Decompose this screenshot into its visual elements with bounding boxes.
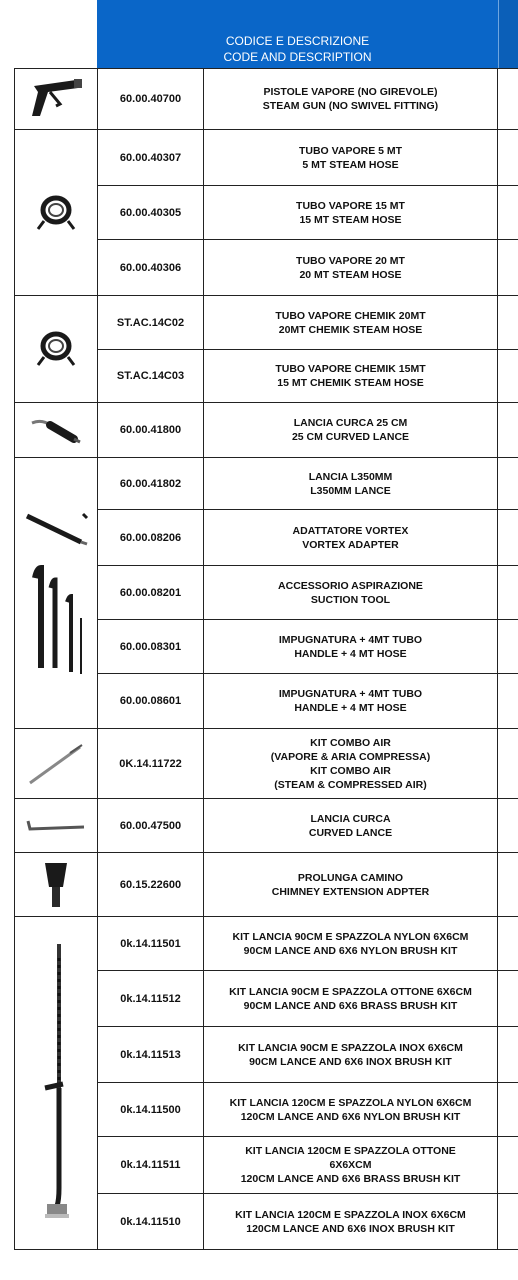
air-lance-icon (15, 741, 97, 787)
product-description (204, 69, 498, 130)
product-image-cell (15, 458, 98, 729)
bent-lance-icon (15, 813, 97, 839)
product-description (204, 729, 498, 799)
description-line: IMPUGNATURA + 4MT TUBO (278, 633, 423, 646)
table-row (15, 403, 518, 458)
description-line: (STEAM & COMPRESSED AIR) (274, 778, 427, 791)
product-description (204, 971, 498, 1027)
product-code: ST.AC.14C02 (98, 296, 204, 350)
extra-column-cell (498, 1194, 518, 1250)
product-description (204, 917, 498, 971)
table-row (15, 799, 518, 853)
product-description (204, 853, 498, 917)
description-line: 120CM LANCE AND 6X6 BRASS BRUSH KIT (240, 1173, 461, 1185)
description-line: 20MT CHEMIK STEAM HOSE (278, 323, 423, 336)
product-code: 0k.14.11510 (98, 1194, 204, 1250)
description-line: KIT LANCIA 90CM E SPAZZOLA NYLON 6X6CM (232, 930, 469, 943)
product-image-cell (15, 729, 98, 799)
product-code: ST.AC.14C03 (98, 350, 204, 403)
product-image-cell (15, 403, 98, 458)
description-line: PISTOLE VAPORE (NO GIREVOLE) (263, 86, 438, 98)
product-code: 60.00.08201 (98, 566, 204, 620)
curved-lance-icon (15, 415, 97, 445)
product-code: 0k.14.11500 (98, 1083, 204, 1137)
description-line: KIT LANCIA 120CM E SPAZZOLA OTTONE (245, 1145, 456, 1157)
extra-column-cell (498, 853, 518, 917)
extra-column-cell (498, 674, 518, 729)
description-line: 90CM LANCE AND 6X6 NYLON BRUSH KIT (243, 944, 458, 957)
extra-column-cell (498, 1137, 518, 1194)
description-line: L350MM LANCE (310, 484, 391, 497)
product-code: 60.00.40700 (98, 69, 204, 130)
description-line: 25 CM CURVED LANCE (291, 431, 410, 443)
description-line: 90CM LANCE AND 6X6 BRASS BRUSH KIT (243, 999, 458, 1012)
description-line: 15 MT STEAM HOSE (299, 213, 402, 226)
steam-gun-icon (15, 76, 97, 122)
lance-set-icon (15, 508, 97, 678)
product-description (204, 1194, 498, 1250)
extra-column-cell (498, 403, 518, 458)
product-code: 60.00.08206 (98, 510, 204, 566)
description-line: LANCIA CURCA (310, 812, 391, 825)
product-image-cell (15, 130, 98, 296)
product-code: 60.00.08601 (98, 674, 204, 729)
extra-column-cell (498, 971, 518, 1027)
description-line: SUCTION TOOL (310, 593, 391, 606)
product-code: 60.00.08301 (98, 620, 204, 674)
extra-column-cell (498, 69, 518, 130)
product-description (204, 1027, 498, 1083)
description-line: TUBO VAPORE 20 MT (296, 254, 405, 267)
extra-column-cell (498, 240, 518, 296)
description-line: 15 MT CHEMIK STEAM HOSE (277, 377, 424, 389)
product-image-cell (15, 917, 98, 1250)
description-line: ADATTATORE VORTEX (292, 524, 409, 537)
description-line: LANCIA L350MM (308, 470, 393, 483)
description-line: HANDLE + 4 MT HOSE (294, 702, 407, 714)
product-code: 60.00.40306 (98, 240, 204, 296)
product-description (204, 620, 498, 674)
product-code: 0K.14.11722 (98, 729, 204, 799)
product-description (204, 186, 498, 240)
extra-column-cell (498, 350, 518, 403)
table-row (15, 69, 518, 130)
description-line: KIT LANCIA 90CM E SPAZZOLA INOX 6X6CM (238, 1041, 463, 1054)
description-line: 120CM LANCE AND 6X6 NYLON BRUSH KIT (240, 1110, 461, 1123)
product-code: 60.00.47500 (98, 799, 204, 853)
description-line: KIT LANCIA 90CM E SPAZZOLA OTTONE 6X6CM (229, 985, 472, 998)
description-line: KIT COMBO AIR (310, 736, 391, 749)
product-description (204, 240, 498, 296)
product-image-cell (15, 853, 98, 917)
description-line: KIT COMBO AIR (310, 764, 391, 777)
product-image-cell (15, 799, 98, 853)
table-row (15, 729, 518, 799)
product-code: 60.00.41800 (98, 403, 204, 458)
description-line: TUBO VAPORE 15 MT (296, 199, 405, 212)
description-line: STEAM GUN (NO SWIVEL FITTING) (262, 100, 439, 112)
product-code: 0k.14.11513 (98, 1027, 204, 1083)
product-code: 0k.14.11512 (98, 971, 204, 1027)
description-line: IMPUGNATURA + 4MT TUBO (278, 688, 423, 700)
description-line: VORTEX ADAPTER (302, 538, 399, 551)
brush-lance-icon (15, 938, 97, 1228)
extra-column-cell (498, 186, 518, 240)
product-description (204, 296, 498, 350)
product-table (14, 68, 518, 1250)
product-code: 0k.14.11511 (98, 1137, 204, 1194)
extra-column-cell (498, 458, 518, 510)
product-code: 0k.14.11501 (98, 917, 204, 971)
chimney-adapter-icon (15, 861, 97, 909)
description-line: LANCIA CURCA 25 CM (293, 417, 408, 429)
description-line: 5 MT STEAM HOSE (302, 158, 399, 171)
header-band-edge (498, 0, 518, 68)
header-title-en: CODE AND DESCRIPTION (223, 50, 372, 64)
description-line: 90CM LANCE AND 6X6 INOX BRUSH KIT (249, 1055, 452, 1068)
product-description (204, 130, 498, 186)
extra-column-cell (498, 510, 518, 566)
extra-column-cell (498, 729, 518, 799)
table-row (15, 458, 518, 510)
product-description (204, 566, 498, 620)
header-title-it: CODICE E DESCRIZIONE (225, 34, 370, 48)
product-description (204, 1083, 498, 1137)
description-line: TUBO VAPORE 5 MT (298, 144, 403, 157)
product-description (204, 403, 498, 458)
description-line: HANDLE + 4 MT HOSE (294, 647, 407, 660)
product-description (204, 510, 498, 566)
product-code: 60.15.22600 (98, 853, 204, 917)
description-line: CHIMNEY EXTENSION ADPTER (271, 885, 430, 898)
extra-column-cell (498, 917, 518, 971)
extra-column-cell (498, 296, 518, 350)
product-description (204, 458, 498, 510)
description-line: KIT LANCIA 120CM E SPAZZOLA NYLON 6X6CM (229, 1096, 472, 1109)
extra-column-cell (498, 1083, 518, 1137)
description-line: TUBO VAPORE CHEMIK 15MT (275, 363, 426, 375)
product-description (204, 799, 498, 853)
description-line: (VAPORE & ARIA COMPRESSA) (270, 750, 431, 763)
description-line: 20 MT STEAM HOSE (299, 268, 402, 281)
description-line: TUBO VAPORE CHEMIK 20MT (275, 309, 426, 322)
table-row (15, 130, 518, 186)
description-line: CURVED LANCE (308, 826, 393, 839)
extra-column-cell (498, 1027, 518, 1083)
extra-column-cell (498, 130, 518, 186)
coiled-hose-icon (15, 329, 97, 369)
product-code: 60.00.41802 (98, 458, 204, 510)
description-line: PROLUNGA CAMINO (297, 871, 404, 884)
extra-column-cell (498, 799, 518, 853)
product-image-cell (15, 69, 98, 130)
description-line: 6X6XCM (329, 1159, 372, 1171)
product-description (204, 674, 498, 729)
description-line: KIT LANCIA 120CM E SPAZZOLA INOX 6X6CM (235, 1208, 466, 1221)
extra-column-cell (498, 620, 518, 674)
description-line: 120CM LANCE AND 6X6 INOX BRUSH KIT (246, 1222, 455, 1235)
coiled-hose-icon (15, 193, 97, 233)
table-row (15, 917, 518, 971)
description-line: ACCESSORIO ASPIRAZIONE (278, 579, 423, 592)
product-code: 60.00.40305 (98, 186, 204, 240)
product-code: 60.00.40307 (98, 130, 204, 186)
product-description (204, 1137, 498, 1194)
extra-column-cell (498, 566, 518, 620)
product-image-cell (15, 296, 98, 403)
product-description (204, 350, 498, 403)
table-row (15, 853, 518, 917)
table-row (15, 296, 518, 350)
